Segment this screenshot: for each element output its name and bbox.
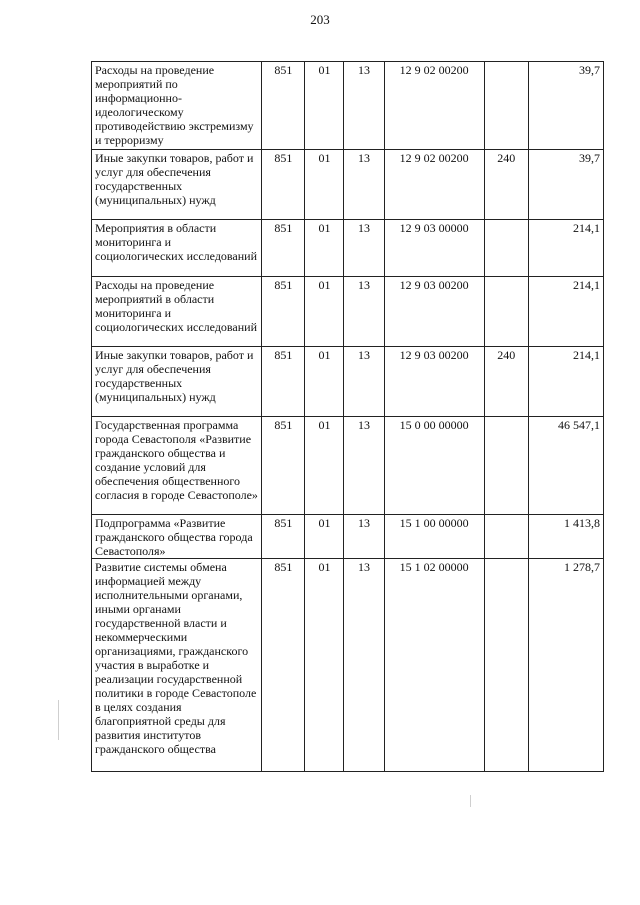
subsection-code: 13 (344, 277, 384, 347)
amount: 46 547,1 (528, 417, 603, 515)
table-row (92, 62, 604, 150)
target-article-code: 12 9 03 00000 (384, 220, 484, 277)
subsection-code: 13 (344, 559, 384, 772)
section-code: 01 (305, 220, 344, 277)
target-article-code: 15 1 02 00000 (384, 559, 484, 772)
table-row (92, 559, 604, 772)
ved-code: 851 (262, 559, 305, 772)
expense-type-code (484, 62, 528, 150)
amount: 214,1 (528, 347, 603, 417)
expense-type-code (484, 515, 528, 559)
subsection-code: 13 (344, 150, 384, 220)
ved-code: 851 (262, 220, 305, 277)
amount: 1 278,7 (528, 559, 603, 772)
amount: 39,7 (528, 62, 603, 150)
row-name: Развитие системы обмена информацией между исполнительными органами, иными органами государственной власти и некоммерческими организациями, гражданского участия в выработке и реализации государственной политики в городе Севастополе в целях создания благоприятной среды для развития институтов гражданского общества (92, 559, 262, 772)
row-name: Расходы на проведение мероприятий в области мониторинга и социологических исследований (92, 277, 262, 347)
target-article-code: 12 9 02 00200 (384, 62, 484, 150)
section-code: 01 (305, 277, 344, 347)
row-name: Расходы на проведение мероприятий по информационно-идеологическому противодействию экстремизму и терроризму (92, 62, 262, 150)
expense-type-code (484, 559, 528, 772)
amount: 214,1 (528, 220, 603, 277)
row-name: Иные закупки товаров, работ и услуг для обеспечения государственных (муниципальных) нужд (92, 347, 262, 417)
table-row (92, 347, 604, 417)
row-name: Подпрограмма «Развитие гражданского общества города Севастополя» (92, 515, 262, 559)
expense-type-code (484, 417, 528, 515)
section-code: 01 (305, 559, 344, 772)
row-name: Мероприятия в области мониторинга и социологических исследований (92, 220, 262, 277)
amount: 1 413,8 (528, 515, 603, 559)
expense-type-code: 240 (484, 150, 528, 220)
row-name: Иные закупки товаров, работ и услуг для обеспечения государственных (муниципальных) нужд (92, 150, 262, 220)
target-article-code: 15 0 00 00000 (384, 417, 484, 515)
subsection-code: 13 (344, 515, 384, 559)
subsection-code: 13 (344, 347, 384, 417)
budget-table (91, 61, 604, 772)
target-article-code: 12 9 03 00200 (384, 277, 484, 347)
table-row (92, 150, 604, 220)
section-code: 01 (305, 62, 344, 150)
amount: 39,7 (528, 150, 603, 220)
ved-code: 851 (262, 417, 305, 515)
row-name: Государственная программа города Севастополя «Развитие гражданского общества и создание условий для обеспечения общественного согласия в городе Севастополе» (92, 417, 262, 515)
table-row (92, 277, 604, 347)
ved-code: 851 (262, 62, 305, 150)
scan-mark (58, 700, 59, 740)
section-code: 01 (305, 515, 344, 559)
table-row (92, 417, 604, 515)
subsection-code: 13 (344, 220, 384, 277)
amount: 214,1 (528, 277, 603, 347)
expense-type-code (484, 277, 528, 347)
ved-code: 851 (262, 150, 305, 220)
target-article-code: 12 9 03 00200 (384, 347, 484, 417)
page-number: 203 (310, 12, 330, 27)
subsection-code: 13 (344, 62, 384, 150)
ved-code: 851 (262, 277, 305, 347)
table-row (92, 220, 604, 277)
subsection-code: 13 (344, 417, 384, 515)
table-row (92, 515, 604, 559)
ved-code: 851 (262, 515, 305, 559)
section-code: 01 (305, 347, 344, 417)
budget-table-body (92, 62, 604, 772)
section-code: 01 (305, 417, 344, 515)
target-article-code: 15 1 00 00000 (384, 515, 484, 559)
expense-type-code: 240 (484, 347, 528, 417)
ved-code: 851 (262, 347, 305, 417)
expense-type-code (484, 220, 528, 277)
scan-mark (470, 795, 471, 807)
section-code: 01 (305, 150, 344, 220)
target-article-code: 12 9 02 00200 (384, 150, 484, 220)
